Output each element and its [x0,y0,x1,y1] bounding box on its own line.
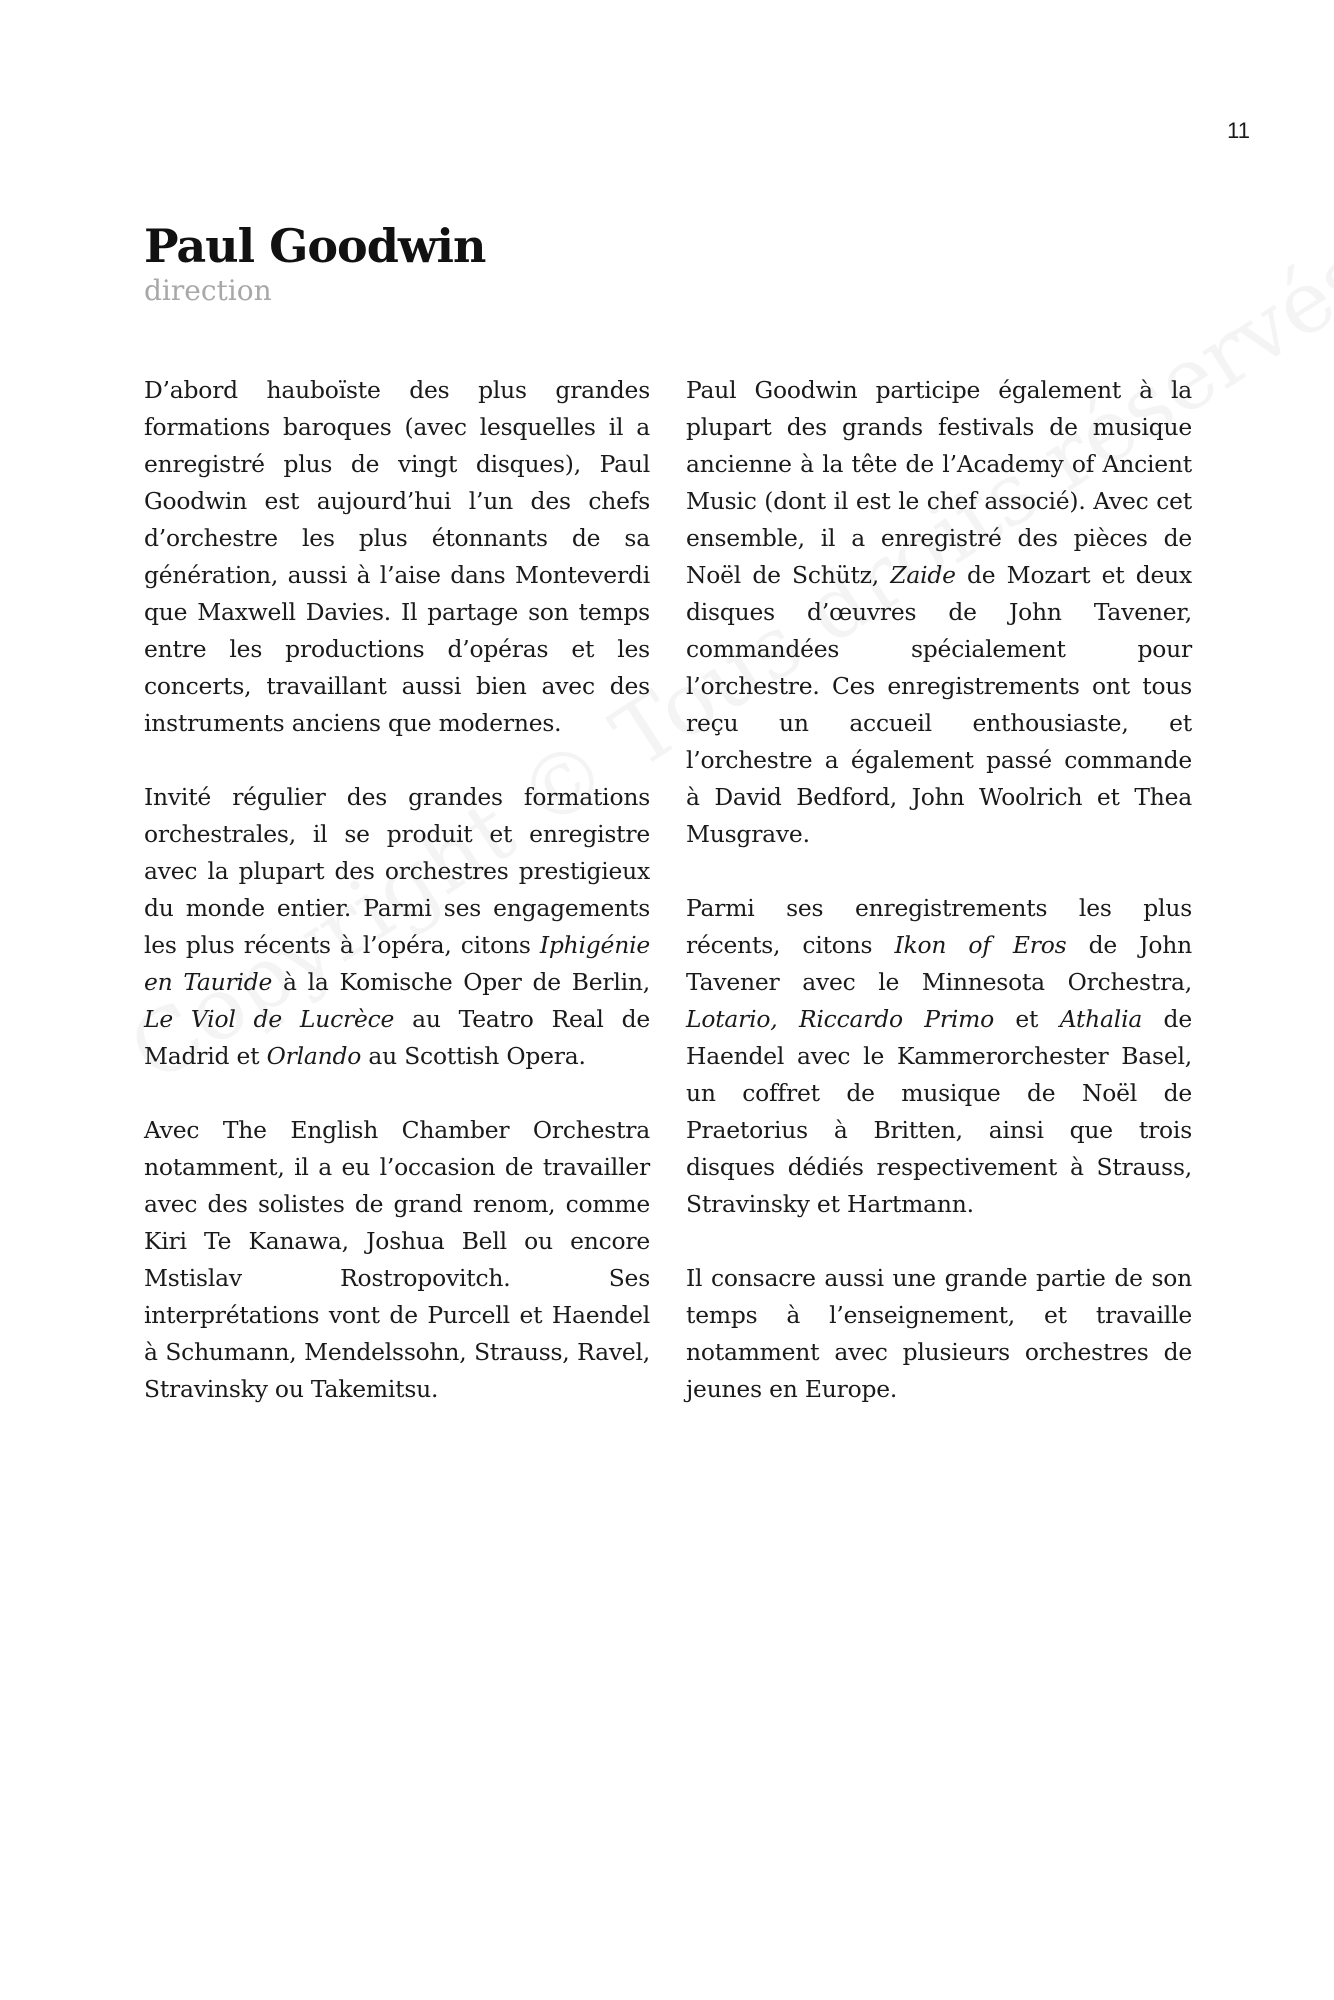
text-run: de Haendel avec le Kammerorchester Basel, un coffret de musique de Noël de Praetorius à Britten, ainsi que trois disques dédiés respectivement à Strauss, Stravinsky et Hartmann. [686,1005,1192,1218]
paragraph: D’abord hauboïste des plus grandes formations baroques (avec lesquelles il a enregistré plus de vingt disques), Paul Goodwin est aujourd’hui l’un des chefs d’orchestre les plus étonnants de sa génération, aussi à l’aise dans Monteverdi que Maxwell Davies. Il partage son temps entre les productions d’opéras et les concerts, travaillant aussi bien avec des instruments anciens que modernes. [144,376,650,737]
text-run: au Teatro Real de Madrid et [144,1005,650,1070]
work-title: Le Viol de Lucrèce [144,1005,395,1033]
page-number: 11 [1227,118,1250,143]
work-title: Athalia [1059,1005,1143,1033]
text-run: de John Tavener avec le Minnesota Orchestra, [686,931,1192,996]
text-run: à la Komische Oper de Berlin, [272,968,651,996]
text-run: au Scottish Opera. [361,1042,586,1070]
text-run: Invité régulier des grandes formations orchestrales, il se produit et enregistre avec la plupart des orchestres prestigieux du monde entier. Parmi ses engagements les plus récents à l’opéra, citons [144,783,650,959]
work-title: Iphigénie en Tauride [144,931,650,996]
paragraph [144,779,650,1075]
work-title: Orlando [266,1042,362,1070]
work-title: Ikon of Eros [894,931,1067,959]
page-header [144,218,485,308]
text-run: et [993,1005,1060,1033]
left-column [144,372,650,1408]
page-title: Paul Goodwin [144,219,486,273]
right-column [686,372,1192,1408]
paragraph [686,890,1192,1223]
paragraph: Il consacre aussi une grande partie de son temps à l’enseignement, et travaille notamment avec plusieurs orchestres de jeunes en Europe. [686,1264,1192,1403]
text-run: Paul Goodwin participe également à la plupart des grands festivals de musique ancienne à la tête de l’Academy of Ancient Music (dont il est le chef associé). Avec cet ensemble, il a enregistré des pièces de Noël de Schütz, [686,376,1192,589]
work-title: Lotario, Riccardo Primo [686,1005,994,1033]
page-subtitle: direction [144,274,272,307]
paragraph [686,372,1192,853]
text-run: de Mozart et deux disques d’œuvres de John Tavener, commandées spécialement pour l’orchestre. Ces enregistrements ont tous reçu un accueil enthousiaste, et l’orchestre a également passé commande à David Bedford, John Woolrich et Thea Musgrave. [686,561,1192,848]
work-title: Zaide [890,561,956,589]
text-run: Parmi ses enregistrements les plus récents, citons [686,894,1192,959]
paragraph: Avec The English Chamber Orchestra notamment, il a eu l’occasion de travailler avec des solistes de grand renom, comme Kiri Te Kanawa, Joshua Bell ou encore Mstislav Rostropovitch. Ses interprétations vont de Purcell et Haendel à Schumann, Mendelssohn, Strauss, Ravel, Stravinsky ou Takemitsu. [144,1116,650,1403]
